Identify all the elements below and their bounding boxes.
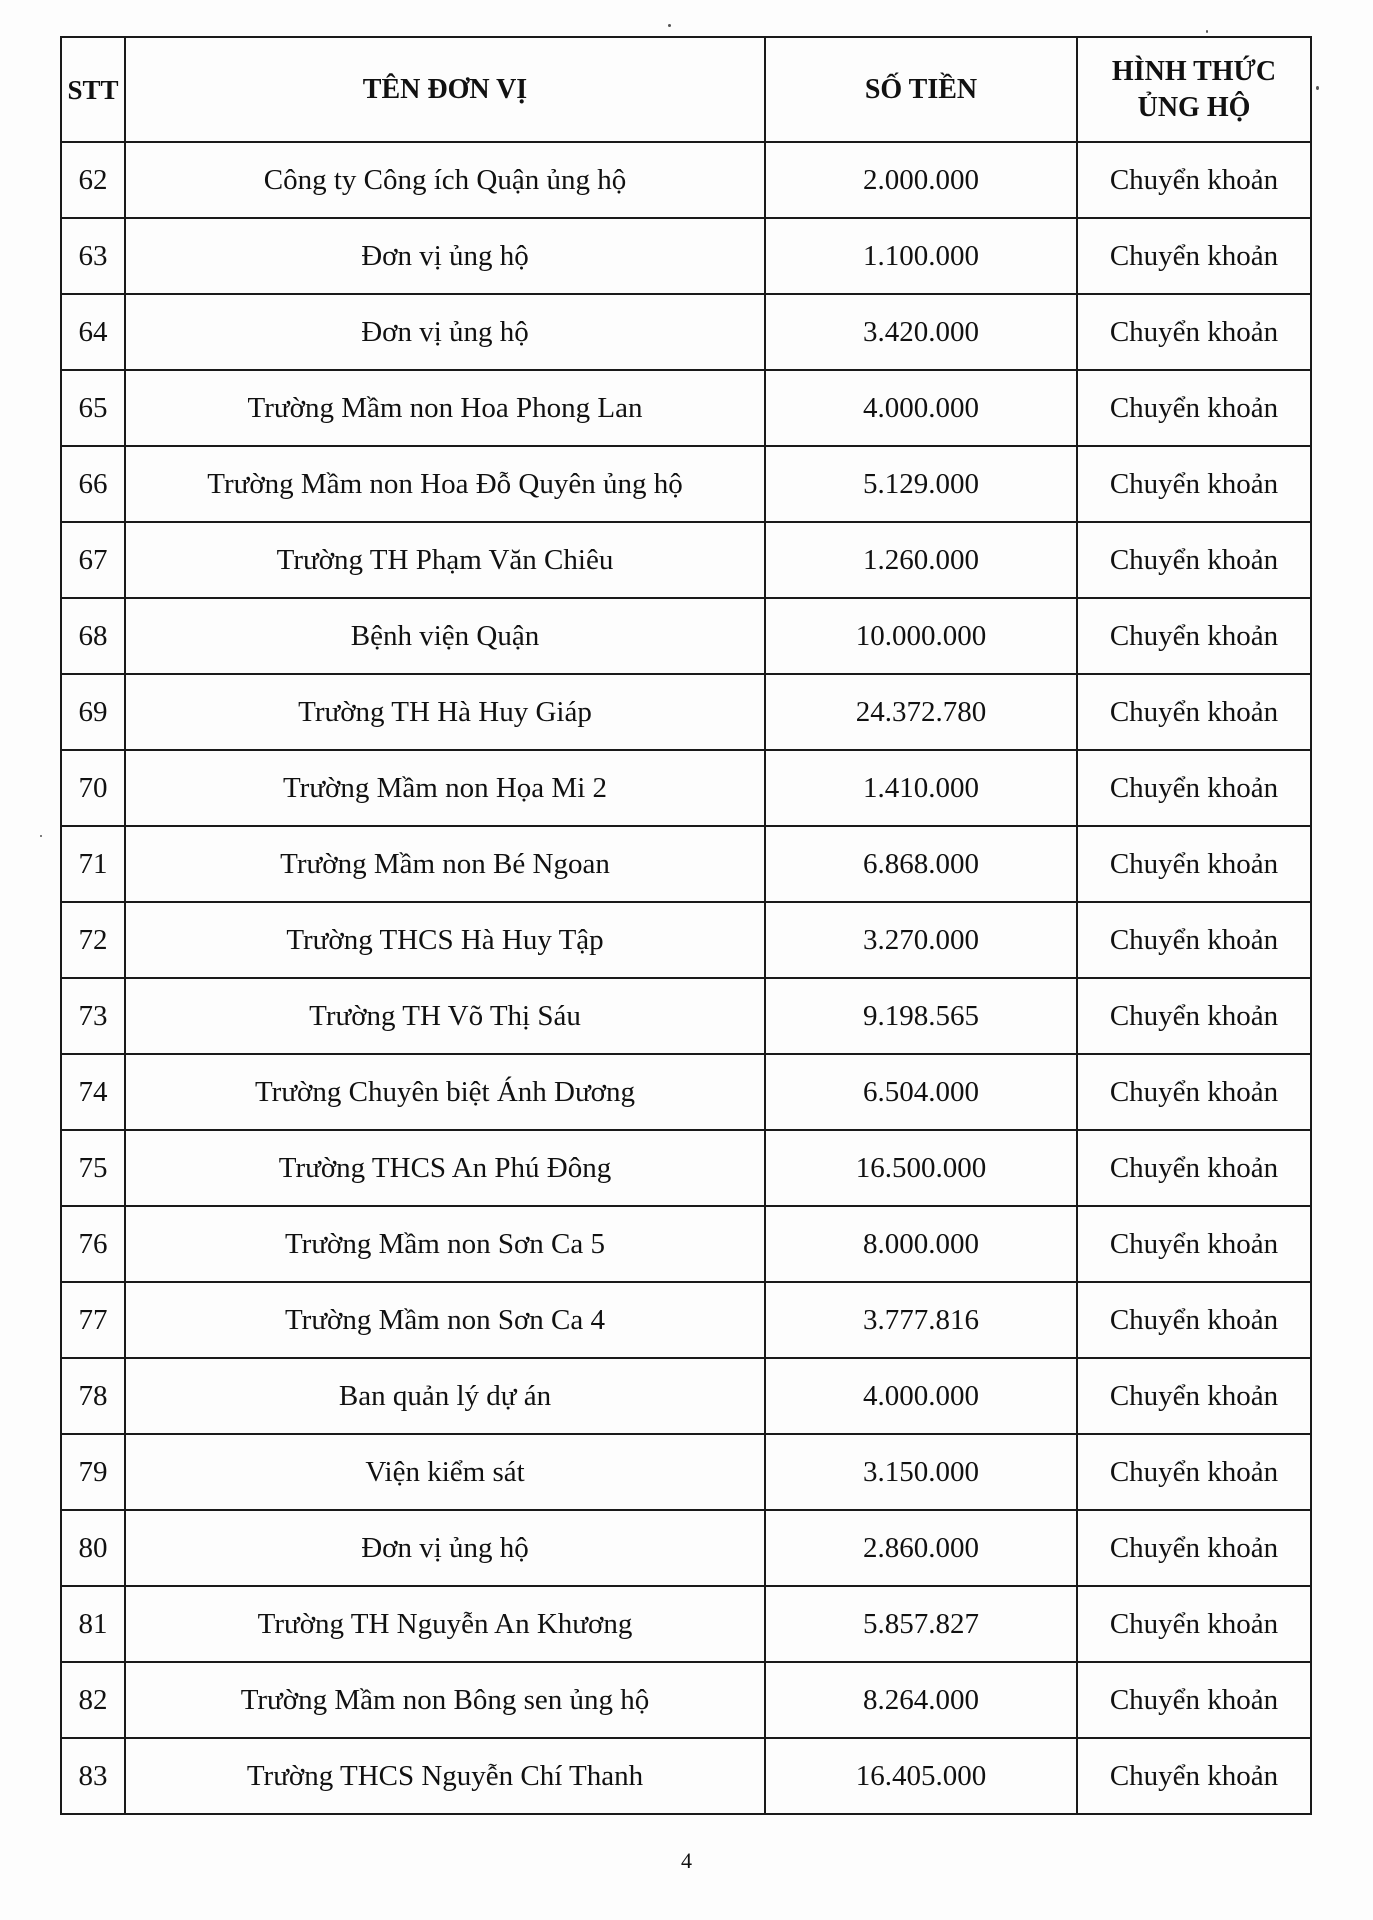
table-row [61,598,1311,674]
row-amount: 16.500.000 [765,1130,1077,1206]
row-amount: 1.410.000 [765,750,1077,826]
row-method: Chuyển khoản [1077,1054,1311,1130]
row-method: Chuyển khoản [1077,750,1311,826]
row-method: Chuyển khoản [1077,142,1311,218]
row-method: Chuyển khoản [1077,978,1311,1054]
header-amount: SỐ TIỀN [765,37,1077,142]
row-name: Trường Mầm non Sơn Ca 4 [125,1282,765,1358]
row-name: Trường Mầm non Bé Ngoan [125,826,765,902]
table-row [61,522,1311,598]
table-row [61,446,1311,522]
table-row [61,1434,1311,1510]
row-stt: 82 [61,1662,125,1738]
row-name: Trường THCS An Phú Đông [125,1130,765,1206]
row-amount: 3.270.000 [765,902,1077,978]
row-method: Chuyển khoản [1077,1662,1311,1738]
row-amount: 2.000.000 [765,142,1077,218]
row-method: Chuyển khoản [1077,1358,1311,1434]
table-row [61,1206,1311,1282]
row-stt: 70 [61,750,125,826]
row-name: Trường TH Nguyễn An Khương [125,1586,765,1662]
row-amount: 2.860.000 [765,1510,1077,1586]
row-name: Đơn vị ủng hộ [125,294,765,370]
row-name: Trường TH Phạm Văn Chiêu [125,522,765,598]
row-amount: 1.100.000 [765,218,1077,294]
row-stt: 62 [61,142,125,218]
scan-speck [668,24,671,27]
row-name: Đơn vị ủng hộ [125,218,765,294]
row-method: Chuyển khoản [1077,902,1311,978]
header-method [1077,37,1311,142]
table-row [61,1510,1311,1586]
row-name: Viện kiểm sát [125,1434,765,1510]
row-method: Chuyển khoản [1077,1510,1311,1586]
row-method: Chuyển khoản [1077,826,1311,902]
row-stt: 67 [61,522,125,598]
row-amount: 6.504.000 [765,1054,1077,1130]
row-method: Chuyển khoản [1077,1434,1311,1510]
scan-speck [40,835,42,837]
row-amount: 3.777.816 [765,1282,1077,1358]
row-stt: 77 [61,1282,125,1358]
row-stt: 80 [61,1510,125,1586]
row-method: Chuyển khoản [1077,370,1311,446]
table-row [61,674,1311,750]
row-amount: 6.868.000 [765,826,1077,902]
row-stt: 78 [61,1358,125,1434]
row-name: Trường THCS Nguyễn Chí Thanh [125,1738,765,1814]
row-stt: 83 [61,1738,125,1814]
table-row [61,978,1311,1054]
row-amount: 9.198.565 [765,978,1077,1054]
row-method: Chuyển khoản [1077,522,1311,598]
table-row [61,750,1311,826]
row-stt: 79 [61,1434,125,1510]
row-amount: 5.129.000 [765,446,1077,522]
donation-table [60,36,1312,1815]
row-amount: 3.420.000 [765,294,1077,370]
row-stt: 74 [61,1054,125,1130]
row-method: Chuyển khoản [1077,1130,1311,1206]
row-name: Công ty Công ích Quận ủng hộ [125,142,765,218]
row-name: Trường Chuyên biệt Ánh Dương [125,1054,765,1130]
row-amount: 8.264.000 [765,1662,1077,1738]
table-row [61,1358,1311,1434]
row-name: Ban quản lý dự án [125,1358,765,1434]
table-row [61,902,1311,978]
header-method-line2: ỦNG HỘ [1137,91,1251,123]
row-stt: 66 [61,446,125,522]
table-row [61,218,1311,294]
table-row [61,1130,1311,1206]
row-stt: 64 [61,294,125,370]
row-method: Chuyển khoản [1077,1282,1311,1358]
header-stt: STT [61,37,125,142]
row-stt: 69 [61,674,125,750]
row-amount: 24.372.780 [765,674,1077,750]
row-amount: 8.000.000 [765,1206,1077,1282]
header-method-line1: HÌNH THỨC [1111,55,1277,87]
row-method: Chuyển khoản [1077,598,1311,674]
row-method: Chuyển khoản [1077,1738,1311,1814]
row-method: Chuyển khoản [1077,1586,1311,1662]
row-amount: 10.000.000 [765,598,1077,674]
row-name: Trường Mầm non Bông sen ủng hộ [125,1662,765,1738]
table-row [61,1282,1311,1358]
row-name: Đơn vị ủng hộ [125,1510,765,1586]
row-stt: 68 [61,598,125,674]
row-amount: 1.260.000 [765,522,1077,598]
table-body [61,142,1311,1814]
table-row [61,826,1311,902]
header-name: TÊN ĐƠN VỊ [125,37,765,142]
page-number: 4 [681,1848,692,1873]
scan-speck [1206,30,1208,33]
row-amount: 4.000.000 [765,370,1077,446]
table-row [61,294,1311,370]
scan-speck [1316,86,1319,90]
row-amount: 3.150.000 [765,1434,1077,1510]
row-name: Trường TH Hà Huy Giáp [125,674,765,750]
table-row [61,1662,1311,1738]
row-name: Trường Mầm non Hoa Phong Lan [125,370,765,446]
row-amount: 16.405.000 [765,1738,1077,1814]
row-name: Trường Mầm non Hoa Đỗ Quyên ủng hộ [125,446,765,522]
row-amount: 4.000.000 [765,1358,1077,1434]
row-name: Trường Mầm non Sơn Ca 5 [125,1206,765,1282]
row-method: Chuyển khoản [1077,218,1311,294]
row-method: Chuyển khoản [1077,446,1311,522]
row-stt: 75 [61,1130,125,1206]
row-stt: 73 [61,978,125,1054]
row-stt: 72 [61,902,125,978]
row-amount: 5.857.827 [765,1586,1077,1662]
row-stt: 65 [61,370,125,446]
row-method: Chuyển khoản [1077,1206,1311,1282]
row-method: Chuyển khoản [1077,674,1311,750]
row-name: Bệnh viện Quận [125,598,765,674]
row-name: Trường TH Võ Thị Sáu [125,978,765,1054]
row-stt: 71 [61,826,125,902]
table-row [61,1054,1311,1130]
table-header-row [61,37,1311,142]
row-stt: 81 [61,1586,125,1662]
table-row [61,142,1311,218]
row-method: Chuyển khoản [1077,294,1311,370]
table-row [61,1738,1311,1814]
row-name: Trường Mầm non Họa Mi 2 [125,750,765,826]
table-row [61,370,1311,446]
row-stt: 76 [61,1206,125,1282]
row-name: Trường THCS Hà Huy Tập [125,902,765,978]
row-stt: 63 [61,218,125,294]
table-row [61,1586,1311,1662]
